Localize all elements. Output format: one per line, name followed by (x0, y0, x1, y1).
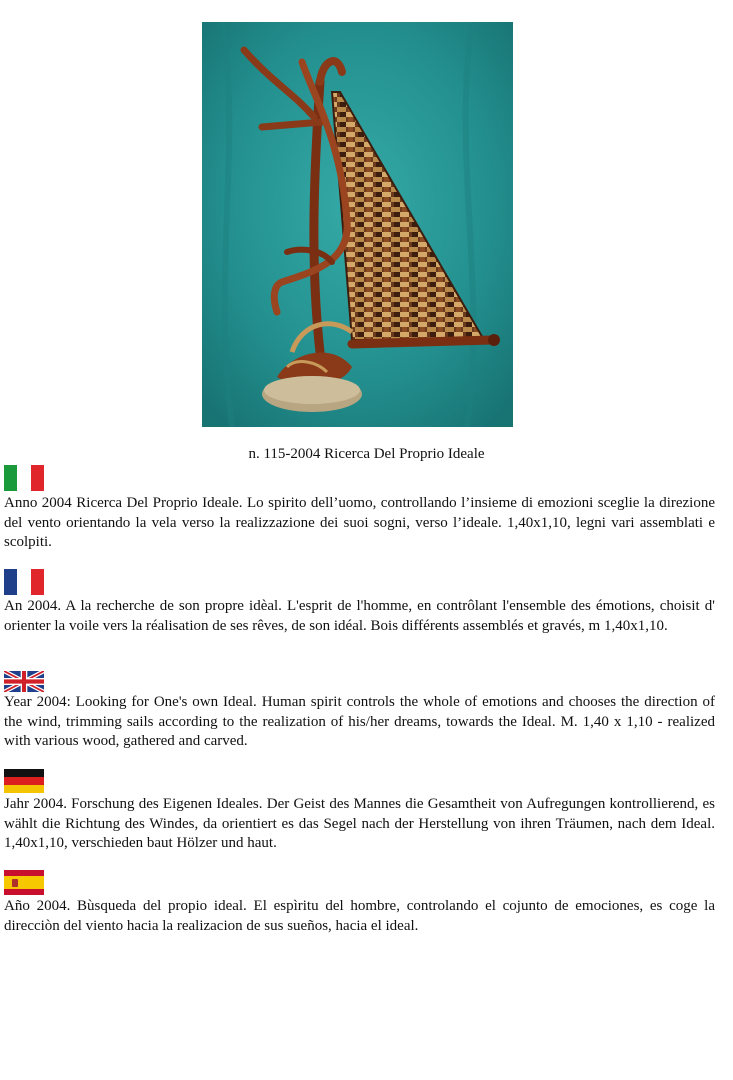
france-flag-icon (4, 569, 44, 595)
french-description: An 2004. A la recherche de son propre idèal. L'esprit de l'homme, en contrôlant l'ensemble des émotions, choisit d' orienter la voile vers la réalisation de ses rêves, de son idéal. Bois différents assemblés et gravés, m 1,40x1,10. (4, 598, 715, 634)
english-description: Year 2004: Looking for One's own Ideal. Human spirit controls the whole of emotions and chooses the direction of the wind, trimming sails according to the realization of his/her dreams, towards the Ideal. M. 1,40 x 1,10 - realized with various wood, gathered and carved. (4, 694, 715, 749)
sculpture-photo (202, 22, 513, 427)
italy-flag-icon (4, 465, 44, 491)
sculpture-illustration (202, 22, 513, 427)
artwork-caption: n. 115-2004 Ricerca Del Proprio Ideale (248, 446, 485, 462)
uk-flag-icon (4, 671, 44, 692)
spain-flag-icon (4, 870, 44, 895)
italian-description: Anno 2004 Ricerca Del Proprio Ideale. Lo spirito dell’uomo, controllando l’insieme di emozioni sceglie la direzione del vento orientando la vela verso la realizzazione dei suoi sogni, verso l’ideale. 1,40x1,10, legni vari assemblati e scolpiti. (4, 495, 715, 550)
german-description: Jahr 2004. Forschung des Eigenen Ideales. Der Geist des Mannes die Gesamtheit von Aufregungen kontrollierend, es wählt die Richtung des Windes, da orientiert es das Segel nach der Herstellung von ihren Träumen, nach dem Ideal. 1,40x1,10, verschieden baut Hölzer und haut. (4, 796, 715, 851)
germany-flag-icon (4, 769, 44, 793)
spanish-description: Año 2004. Bùsqueda del propio ideal. El espìritu del hombre, controlando el cojunto de emociones, es coge la direcciòn del viento hacia la realizacion de sus sueños, hacia el ideal. (4, 898, 715, 934)
